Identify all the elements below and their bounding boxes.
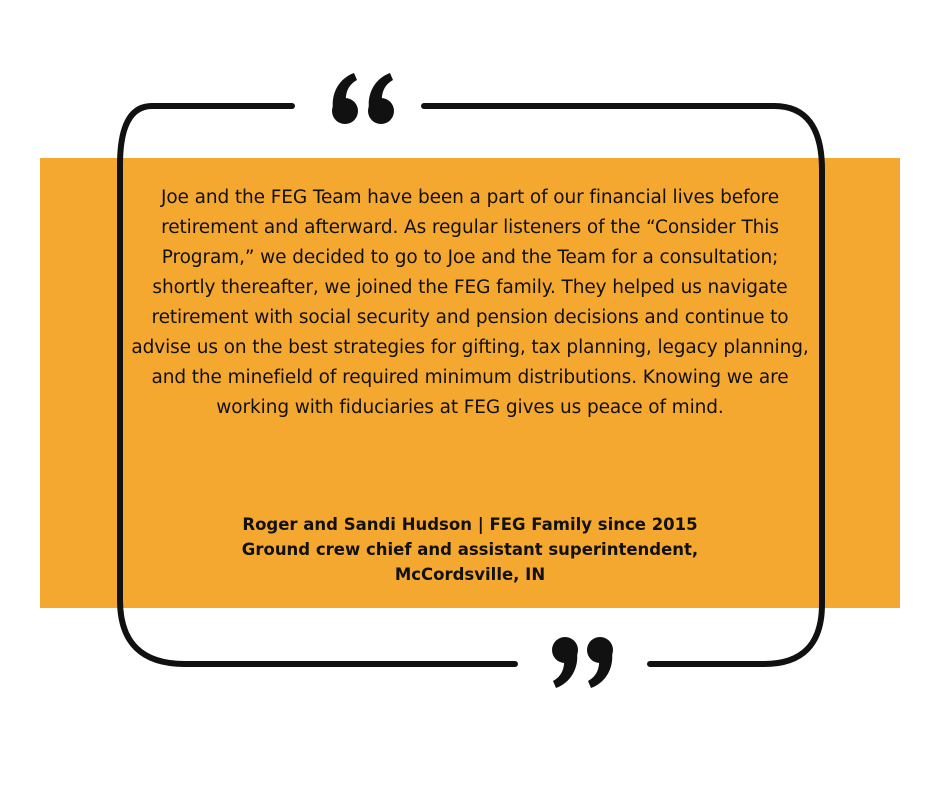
testimonial-quote: Joe and the FEG Team have been a part of our financial lives before retirement and afterward. As regular listeners of the “Consider This Program,” we decided to go to Joe and the Team for a consultation; shortly thereafter, we joined the FEG family. They helped us navigate retirement with social security and pension decisions and continue to advise us on the best strategies for gifting, tax planning, legacy planning, and the minefield of required minimum distributions. Knowing we are working with fiduciaries at FEG gives us peace of mind. bbox=[131, 187, 809, 418]
attribution-role-line: Ground crew chief and assistant superintendent, bbox=[241, 540, 699, 559]
testimonial-attribution bbox=[128, 512, 812, 587]
open-quote-icon bbox=[332, 73, 394, 124]
attribution-location-line: McCordsville, IN bbox=[394, 565, 546, 584]
close-quote-icon bbox=[552, 637, 613, 688]
attribution-name-line: Roger and Sandi Hudson | FEG Family since 2015 bbox=[242, 515, 698, 534]
